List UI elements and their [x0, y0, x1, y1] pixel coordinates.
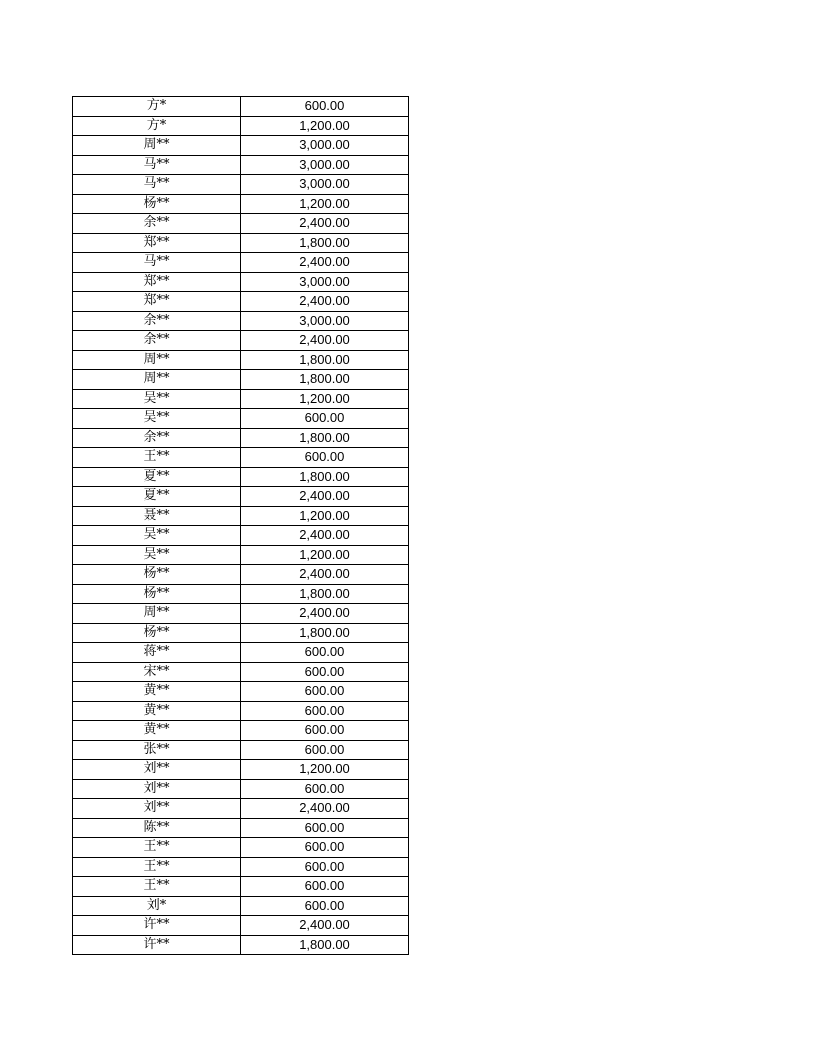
- amount-cell: 600.00: [241, 682, 409, 702]
- table-row: [73, 487, 409, 507]
- table-row: [73, 253, 409, 273]
- name-cell: 郑**: [73, 233, 241, 253]
- table-row: [73, 97, 409, 117]
- amount-cell: 1,800.00: [241, 428, 409, 448]
- amount-cell: 3,000.00: [241, 155, 409, 175]
- name-cell: 王**: [73, 857, 241, 877]
- table-row: [73, 526, 409, 546]
- table-row: [73, 935, 409, 955]
- table-row: [73, 116, 409, 136]
- amount-cell: 3,000.00: [241, 272, 409, 292]
- amount-cell: 600.00: [241, 896, 409, 916]
- name-cell: 刘**: [73, 760, 241, 780]
- table-row: [73, 136, 409, 156]
- amount-cell: 2,400.00: [241, 565, 409, 585]
- name-cell: 周**: [73, 604, 241, 624]
- amount-cell: 1,200.00: [241, 545, 409, 565]
- amount-cell: 1,200.00: [241, 506, 409, 526]
- table-row: [73, 311, 409, 331]
- table-row: [73, 857, 409, 877]
- name-cell: 马**: [73, 155, 241, 175]
- table-row: [73, 331, 409, 351]
- amount-cell: 1,200.00: [241, 194, 409, 214]
- name-cell: 刘**: [73, 799, 241, 819]
- table-row: [73, 545, 409, 565]
- name-cell: 黄**: [73, 721, 241, 741]
- amount-cell: 600.00: [241, 662, 409, 682]
- table-row: [73, 818, 409, 838]
- table-row: [73, 721, 409, 741]
- name-cell: 马**: [73, 175, 241, 195]
- table-row: [73, 760, 409, 780]
- name-cell: 吴**: [73, 526, 241, 546]
- name-cell: 吴**: [73, 409, 241, 429]
- table-row: [73, 584, 409, 604]
- table-row: [73, 701, 409, 721]
- amount-cell: 2,400.00: [241, 292, 409, 312]
- name-cell: 吴**: [73, 545, 241, 565]
- name-cell: 刘**: [73, 779, 241, 799]
- table-row: [73, 662, 409, 682]
- name-cell: 余**: [73, 214, 241, 234]
- name-cell: 余**: [73, 331, 241, 351]
- amount-cell: 1,800.00: [241, 584, 409, 604]
- table-row: [73, 233, 409, 253]
- amount-cell: 600.00: [241, 857, 409, 877]
- name-cell: 方*: [73, 116, 241, 136]
- table-row: [73, 506, 409, 526]
- name-cell: 方*: [73, 97, 241, 117]
- name-cell: 周**: [73, 370, 241, 390]
- amount-cell: 1,800.00: [241, 370, 409, 390]
- table-row: [73, 409, 409, 429]
- name-cell: 刘*: [73, 896, 241, 916]
- name-cell: 郑**: [73, 272, 241, 292]
- name-cell: 聂**: [73, 506, 241, 526]
- amount-cell: 1,800.00: [241, 350, 409, 370]
- table-row: [73, 916, 409, 936]
- name-cell: 夏**: [73, 467, 241, 487]
- table-row: [73, 175, 409, 195]
- amount-cell: 3,000.00: [241, 175, 409, 195]
- amount-cell: 600.00: [241, 838, 409, 858]
- amount-cell: 600.00: [241, 97, 409, 117]
- table-row: [73, 350, 409, 370]
- table-row: [73, 565, 409, 585]
- amount-cell: 600.00: [241, 448, 409, 468]
- name-cell: 张**: [73, 740, 241, 760]
- table-row: [73, 896, 409, 916]
- name-cell: 许**: [73, 935, 241, 955]
- table-body: [73, 97, 409, 955]
- table-row: [73, 838, 409, 858]
- name-cell: 杨**: [73, 194, 241, 214]
- amount-cell: 1,200.00: [241, 760, 409, 780]
- table-row: [73, 643, 409, 663]
- amount-cell: 2,400.00: [241, 526, 409, 546]
- table-row: [73, 682, 409, 702]
- amount-cell: 2,400.00: [241, 487, 409, 507]
- name-cell: 蒋**: [73, 643, 241, 663]
- amount-cell: 1,800.00: [241, 623, 409, 643]
- name-cell: 郑**: [73, 292, 241, 312]
- donation-table: [72, 96, 409, 955]
- name-cell: 黄**: [73, 682, 241, 702]
- amount-cell: 600.00: [241, 701, 409, 721]
- amount-cell: 1,800.00: [241, 935, 409, 955]
- name-cell: 王**: [73, 877, 241, 897]
- amount-cell: 2,400.00: [241, 604, 409, 624]
- amount-cell: 1,200.00: [241, 116, 409, 136]
- amount-cell: 1,800.00: [241, 233, 409, 253]
- name-cell: 黄**: [73, 701, 241, 721]
- amount-cell: 600.00: [241, 740, 409, 760]
- amount-cell: 1,800.00: [241, 467, 409, 487]
- table-row: [73, 740, 409, 760]
- amount-cell: 600.00: [241, 721, 409, 741]
- table-row: [73, 272, 409, 292]
- amount-cell: 3,000.00: [241, 311, 409, 331]
- amount-cell: 2,400.00: [241, 916, 409, 936]
- name-cell: 宋**: [73, 662, 241, 682]
- table-row: [73, 779, 409, 799]
- amount-cell: 600.00: [241, 409, 409, 429]
- table-row: [73, 155, 409, 175]
- name-cell: 王**: [73, 838, 241, 858]
- name-cell: 马**: [73, 253, 241, 273]
- table-row: [73, 604, 409, 624]
- amount-cell: 2,400.00: [241, 331, 409, 351]
- amount-cell: 2,400.00: [241, 799, 409, 819]
- name-cell: 陈**: [73, 818, 241, 838]
- amount-cell: 600.00: [241, 779, 409, 799]
- amount-cell: 600.00: [241, 643, 409, 663]
- table-row: [73, 877, 409, 897]
- table-row: [73, 448, 409, 468]
- name-cell: 周**: [73, 350, 241, 370]
- amount-cell: 3,000.00: [241, 136, 409, 156]
- name-cell: 杨**: [73, 584, 241, 604]
- amount-cell: 2,400.00: [241, 253, 409, 273]
- table-row: [73, 428, 409, 448]
- name-cell: 许**: [73, 916, 241, 936]
- name-cell: 余**: [73, 428, 241, 448]
- name-cell: 杨**: [73, 623, 241, 643]
- amount-cell: 1,200.00: [241, 389, 409, 409]
- table-row: [73, 370, 409, 390]
- table-row: [73, 389, 409, 409]
- table-row: [73, 292, 409, 312]
- name-cell: 杨**: [73, 565, 241, 585]
- amount-cell: 2,400.00: [241, 214, 409, 234]
- name-cell: 吴**: [73, 389, 241, 409]
- name-cell: 周**: [73, 136, 241, 156]
- name-cell: 王**: [73, 448, 241, 468]
- amount-cell: 600.00: [241, 818, 409, 838]
- table-row: [73, 194, 409, 214]
- table-row: [73, 467, 409, 487]
- name-cell: 夏**: [73, 487, 241, 507]
- table-row: [73, 214, 409, 234]
- amount-cell: 600.00: [241, 877, 409, 897]
- table-row: [73, 623, 409, 643]
- name-cell: 余**: [73, 311, 241, 331]
- table-row: [73, 799, 409, 819]
